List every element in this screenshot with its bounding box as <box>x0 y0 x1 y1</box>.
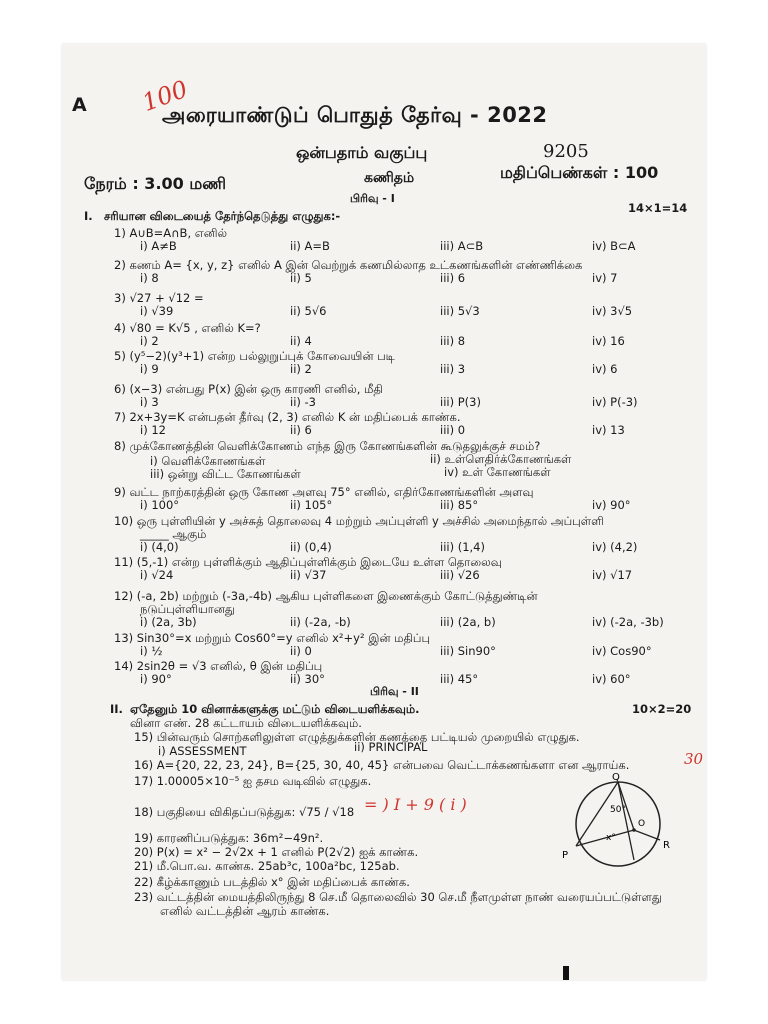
question-2-option-2: ii) 5 <box>290 271 312 285</box>
label-o: O <box>638 819 646 829</box>
question-4-option-3: iii) 8 <box>440 334 466 348</box>
handwritten-q16: 30 <box>684 750 704 768</box>
question-15a: i) ASSESSMENT <box>158 744 247 758</box>
question-3-option-4: iv) 3√5 <box>592 304 633 318</box>
question-7: 7) 2x+3y=K என்பதன் தீர்வு (2, 3) எனில் K ன் மதிப்பைக் காண்க. <box>114 410 461 424</box>
question-5: 5) (y⁵−2)(y³+1) என்ற பல்லுறுப்புக் கோவையின் படி <box>114 349 395 363</box>
question-1: 1) A∪B=A∩B, எனில் <box>114 226 228 240</box>
question-1-option-4: iv) B⊂A <box>592 239 636 253</box>
question-12-option-1: i) (2a, 3b) <box>140 615 197 629</box>
question-12-cont: நடுப்புள்ளியானது <box>140 602 235 616</box>
question-1-option-2: ii) A=B <box>290 239 330 253</box>
question-4-option-4: iv) 16 <box>592 334 625 348</box>
exam-title: அரையாண்டுப் பொதுத் தேர்வு - 2022 <box>162 103 548 127</box>
question-3-option-3: iii) 5√3 <box>440 304 480 318</box>
radius-or <box>634 830 660 840</box>
set-letter: A <box>72 94 87 116</box>
question-9-option-3: iii) 85° <box>440 498 479 512</box>
question-22: 22) கீழ்க்காணும் படத்தில் x° இன் மதிப்பைக் காண்க. <box>134 875 410 889</box>
question-2-option-4: iv) 7 <box>592 271 618 285</box>
question-12-option-4: iv) (-2a, -3b) <box>592 615 664 629</box>
question-2: 2) கணம் A= {x, y, z} எனில் A இன் வெற்றுக் கணமில்லாத உட்கணங்களின் எண்ணிக்கை <box>114 258 583 272</box>
question-17: 17) 1.00005×10⁻⁵ ஐ தசம வடிவில் எழுதுக. <box>134 774 372 788</box>
label-q: Q <box>612 772 620 783</box>
question-9: 9) வட்ட நாற்கரத்தின் ஒரு கோண அளவு 75° எனில், எதிர்கோணங்களின் அளவு <box>114 485 534 499</box>
question-9-option-1: i) 100° <box>140 498 180 512</box>
question-5-option-2: ii) 2 <box>290 362 312 376</box>
question-6-option-2: ii) -3 <box>290 395 316 409</box>
question-11-option-3: iii) √26 <box>440 568 480 582</box>
handwritten-code: 9205 <box>543 141 589 162</box>
section-one-marks: 14×1=14 <box>628 201 688 215</box>
question-12: 12) (-a, 2b) மற்றும் (-3a,-4b) ஆகிய புள்ளிகளை இணைக்கும் கோட்டுத்துண்டின் <box>114 589 538 603</box>
question-7-option-2: ii) 6 <box>290 423 312 437</box>
question-7-option-3: iii) 0 <box>440 423 466 437</box>
question-13: 13) Sin30°=x மற்றும் Cos60°=y எனில் x²+y² இன் மதிப்பு <box>114 631 431 645</box>
question-13-option-2: ii) 0 <box>290 644 312 658</box>
label-p: P <box>562 850 569 861</box>
question-18: 18) பகுதியை விகிதப்படுத்துக: √75 / √18 <box>134 805 355 819</box>
handwritten-q18: = ) I + 9 ( i ) <box>364 795 467 814</box>
question-10-option-1: i) (4,0) <box>140 540 179 554</box>
section-two-instruction-2: வினா எண். 28 கட்டாயம் விடையளிக்கவும். <box>130 716 362 730</box>
question-7-option-1: i) 12 <box>140 423 166 437</box>
question-12-option-3: iii) (2a, b) <box>440 615 496 629</box>
question-8-option-4: iv) உள் கோணங்கள் <box>444 465 551 479</box>
question-10-option-4: iv) (4,2) <box>592 540 638 554</box>
question-8: 8) முக்கோணத்தின் வெளிக்கோணம் எந்த இரு கோணங்களின் கூடுதலுக்குச் சமம்? <box>114 439 541 453</box>
question-4: 4) √80 = K√5 , எனில் K=? <box>114 321 261 335</box>
question-14-option-3: iii) 45° <box>440 672 479 686</box>
question-9-option-4: iv) 90° <box>592 498 631 512</box>
center-point <box>632 828 636 832</box>
question-21: 21) மீ.பொ.வ. காண்க. 25ab³c, 100a²bc, 125ab. <box>134 859 400 873</box>
question-6-option-4: iv) P(-3) <box>592 395 638 409</box>
question-10: 10) ஒரு புள்ளியின் y அச்சுத் தொலைவு 4 மற்றும் அப்புள்ளி y அச்சில் அமைந்தால் அப்புள்ளி <box>114 514 604 528</box>
circle-figure <box>548 772 688 872</box>
section-two-marks: 10×2=20 <box>632 702 692 716</box>
question-6-option-3: iii) P(3) <box>440 395 481 409</box>
question-11: 11) (5,-1) என்ற புள்ளிக்கும் ஆதிப்புள்ளிக்கும் இடையே உள்ள தொலைவு <box>114 555 502 569</box>
question-23: 23) வட்டத்தின் மையத்திலிருந்து 8 செ.மீ தொலைவில் 30 செ.மீ நீளமுள்ள நாண் வரையப்பட்டுள்ளது <box>134 890 662 904</box>
question-3-option-1: i) √39 <box>140 304 174 318</box>
question-11-option-2: ii) √37 <box>290 568 327 582</box>
question-3-option-2: ii) 5√6 <box>290 304 327 318</box>
question-8-option-3: iii) ஒன்று விட்ட கோணங்கள் <box>150 467 301 481</box>
label-r: R <box>663 840 670 851</box>
question-14-option-4: iv) 60° <box>592 672 631 686</box>
question-8-option-1: i) வெளிக்கோணங்கள் <box>150 454 266 468</box>
question-11-option-1: i) √24 <box>140 568 174 582</box>
question-14-option-1: i) 90° <box>140 672 172 686</box>
question-2-option-1: i) 8 <box>140 271 159 285</box>
question-4-option-2: ii) 4 <box>290 334 312 348</box>
exam-time: நேரம் : 3.00 மணி <box>84 174 227 193</box>
question-10-cont: _____ ஆகும் <box>140 527 207 541</box>
label-angle: 50° <box>610 805 626 815</box>
question-2-option-3: iii) 6 <box>440 271 466 285</box>
question-8-option-2: ii) உள்ளெதிர்க்கோணங்கள் <box>430 452 572 466</box>
label-x: x° <box>606 833 616 843</box>
binder-mark <box>563 966 569 980</box>
circle-outline <box>576 782 660 866</box>
question-5-option-4: iv) 6 <box>592 362 618 376</box>
question-5-option-3: iii) 3 <box>440 362 466 376</box>
question-20: 20) P(x) = x² − 2√2x + 1 எனில் P(2√2) ஐக் காண்க. <box>134 845 419 859</box>
subject: கணிதம் <box>364 170 415 186</box>
question-10-option-2: ii) (0,4) <box>290 540 332 554</box>
question-13-option-4: iv) Cos90° <box>592 644 652 658</box>
question-1-option-1: i) A≠B <box>140 239 177 253</box>
part-one-label: பிரிவு - I <box>350 192 395 205</box>
question-15: 15) பின்வரும் சொற்களிலுள்ள எழுத்துக்களின் கணத்தை பட்டியல் முறையில் எழுதுக. <box>134 730 580 744</box>
question-13-option-3: iii) Sin90° <box>440 644 496 658</box>
question-23b: எனில் வட்டத்தின் ஆரம் காண்க. <box>160 904 330 918</box>
part-two-label: பிரிவு - II <box>370 685 419 698</box>
question-5-option-1: i) 9 <box>140 362 159 376</box>
question-16: 16) A={20, 22, 23, 24}, B={25, 30, 40, 45} என்பவை வெட்டாக்கணங்களா என ஆராய்க. <box>134 758 630 772</box>
question-15b: ii) PRINCIPAL <box>354 740 428 754</box>
question-13-option-1: i) ½ <box>140 644 163 658</box>
section-two-instruction: ஏதேனும் 10 வினாக்களுக்கு மட்டும் விடையளிக்கவும். <box>130 702 420 716</box>
question-12-option-2: ii) (-2a, -b) <box>290 615 351 629</box>
question-14-option-2: ii) 30° <box>290 672 325 686</box>
section-two-numeral: II. <box>110 702 123 716</box>
question-10-option-3: iii) (1,4) <box>440 540 485 554</box>
class-name: ஒன்பதாம் வகுப்பு <box>296 143 428 162</box>
question-4-option-1: i) 2 <box>140 334 159 348</box>
question-1-option-3: iii) A⊂B <box>440 239 484 253</box>
handwritten-score: 100 <box>138 75 192 117</box>
section-one-numeral: I. <box>84 209 93 223</box>
question-14: 14) 2sin2θ = √3 எனில், θ இன் மதிப்பு <box>114 659 323 673</box>
question-6-option-1: i) 3 <box>140 395 159 409</box>
question-9-option-2: ii) 105° <box>290 498 333 512</box>
question-6: 6) (x−3) என்பது P(x) இன் ஒரு காரணி எனில், மீதி <box>114 382 383 396</box>
total-marks: மதிப்பெண்கள் : 100 <box>500 163 659 182</box>
question-7-option-4: iv) 13 <box>592 423 625 437</box>
section-one-instruction: சரியான விடையைத் தேர்ந்தெடுத்து எழுதுக:- <box>104 209 341 223</box>
question-19: 19) காரணிப்படுத்துக: 36m²−49n². <box>134 831 324 845</box>
question-3: 3) √27 + √12 = <box>114 291 204 305</box>
question-11-option-4: iv) √17 <box>592 568 633 582</box>
